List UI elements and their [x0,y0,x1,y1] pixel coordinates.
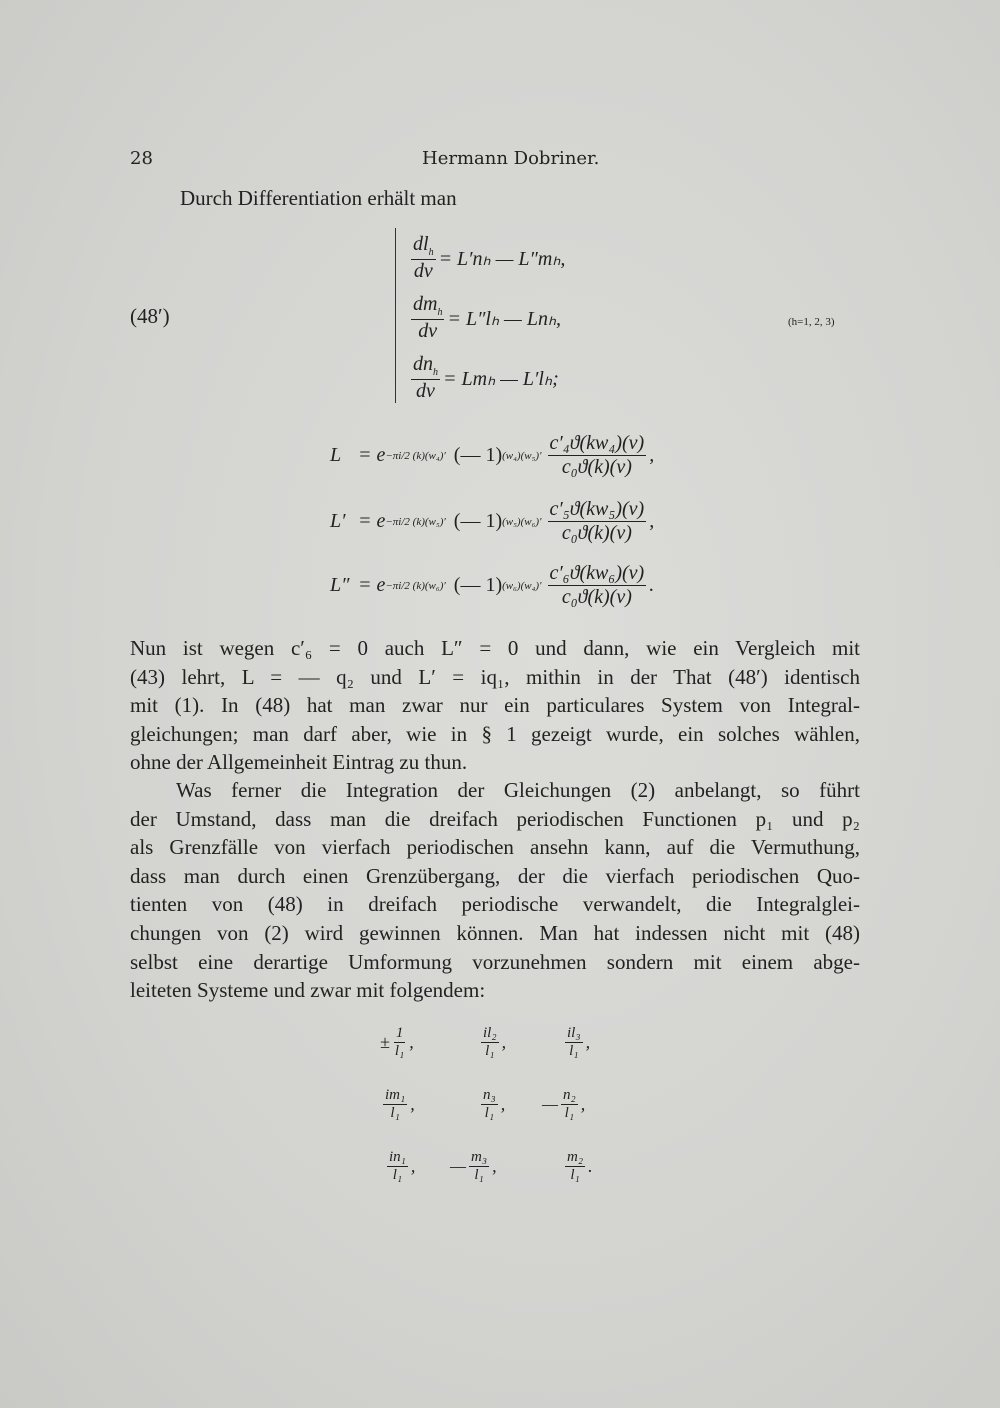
paragraph-2 [130,776,860,1005]
equation-row: $\frac{dn_h}{dv}$ = Lmₕ — L′lₕ; [413,353,559,402]
matrix-cell: — $\frac{\text{m₃}}{\text{l₁}}$ , [450,1149,497,1184]
text-line: Was ferner die Integration der Gleichungen (2) anbelangt, so führt [176,778,860,802]
text-line: ohne der Allgemeinheit Eintrag zu thun. [130,750,468,775]
intro-line: Durch Differentiation erhält man [180,186,457,210]
matrix-cell: — $\frac{\text{n₂}}{\text{l₁}}$ , [542,1087,586,1122]
text-line: gleichungen; man darf aber, wie in § 1 gezeigt wurde, ein solches wählen, [130,721,860,746]
text-line: tienten von (48) in dreifach periodische verwandelt, die Integralglei- [130,892,860,917]
matrix-cell: ± $\frac{1}{\text{l₁}}$ , [380,1025,414,1060]
matrix-cell: $\frac{\text{il₂}}{\text{l₁}}$ , [483,1025,507,1060]
matrix-cell: $\frac{\text{im₁}}{\text{l₁}}$ , [385,1087,415,1122]
definition-L-double-prime: L″ = e −πi/2 (k)(w₆)′ (— 1) (w₆)(w₄)′ $\frac{\text{c′₆ϑ(kw₆)(v)}}{\text{c₀ϑ(k)(v)}}$ . [330,562,655,608]
text-line: dass man durch einen Grenzübergang, der die vierfach periodischen Quo- [130,863,860,888]
equation-system-48prime [395,228,565,403]
text-line: leiteten Systeme und zwar mit folgendem: [130,978,486,1003]
text-line: (43) lehrt, L = — q₂ und L′ = iq₁, mithin in der That (48′) identisch [130,664,860,689]
equation-row: $\frac{dm_h}{dv}$ = L″lₕ — Lnₕ, [413,293,562,342]
matrix-cell: $\frac{\text{n₃}}{\text{l₁}}$ , [483,1087,506,1122]
equation-label: (48′) [130,304,170,328]
matrix-cell: $\frac{\text{in₁}}{\text{l₁}}$ , [389,1149,416,1184]
text-line: chungen von (2) wird gewinnen können. Man hat indessen nicht mit (48) [130,920,860,945]
text-line: Nun ist wegen c′₆ = 0 auch L″ = 0 und dann, wie ein Vergleich mit [130,636,860,660]
text-line: als Grenzfälle von vierfach periodischen ansehn kann, auf die Vermuthung, [130,835,860,860]
equation-range-note: (h=1, 2, 3) [788,316,835,328]
equation-row: $\frac{dl_h}{dv}$ = L′nₕ — L″mₕ, [413,233,566,282]
running-title: Hermann Dobriner. [422,148,600,169]
text-line: der Umstand, dass man die dreifach periodischen Functionen p₁ und p₂ [130,806,860,831]
text-line: mit (1). In (48) hat man zwar nur ein particulares System von Integral- [130,693,860,718]
matrix-cell: $\frac{\text{il₃}}{\text{l₁}}$ , [567,1025,591,1060]
matrix-cell: $\frac{\text{m₂}}{\text{l₁}}$ . [567,1149,593,1184]
text-line: selbst eine derartige Umformung vorzunehmen sondern mit einem abge- [130,949,860,974]
definition-L-prime: L′ = e −πi/2 (k)(w₅)′ (— 1) (w₅)(w₆)′ $\frac{\text{c′₅ϑ(kw₅)(v)}}{\text{c₀ϑ(k)(v)}}$ , [330,498,655,544]
equation-rhs: = L′nₕ — L″mₕ, [438,247,566,270]
paragraph-1 [130,634,860,777]
page-number: 28 [130,148,153,169]
equation-rhs: = L″lₕ — Lnₕ, [447,307,562,330]
equation-rhs: = Lmₕ — L′lₕ; [443,367,559,390]
definition-L: L = e −πi/2 (k)(w₄)′ (— 1) (w₄)(w₅)′ $\frac{\text{c′₄ϑ(kw₄)(v)}}{\text{c₀ϑ(k)(v)}}$ , [330,432,655,478]
